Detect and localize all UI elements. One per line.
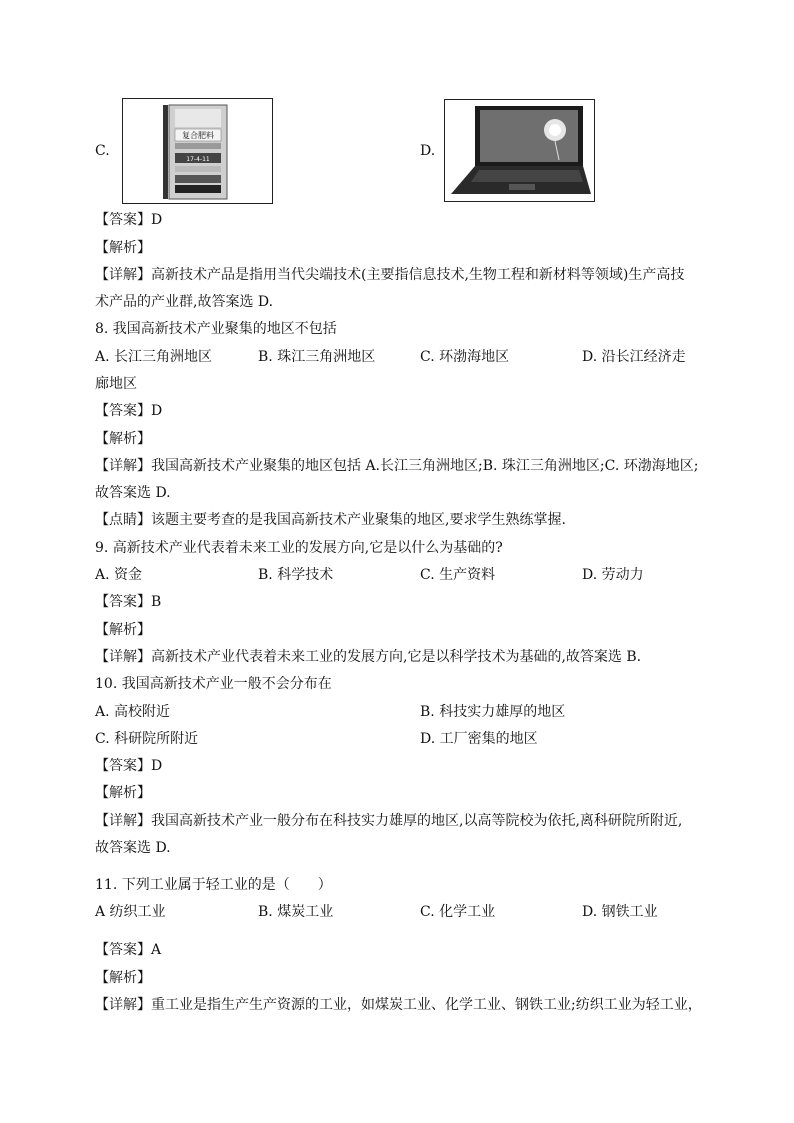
q7-answer: 【答案】D — [95, 212, 163, 228]
laptop-image — [444, 99, 595, 202]
q8-detail-line-2: 故答案选 D. — [95, 485, 171, 501]
q10-detail-line-1: 【详解】我国高新技术产业一般分布在科技实力雄厚的地区,以高等院校为依托,离科研院所附近, — [95, 813, 683, 829]
q10-answer: 【答案】D — [95, 758, 163, 774]
q8-analysis-label: 【解析】 — [95, 431, 151, 447]
q8-option-d: D. 沿长江经济走 — [582, 349, 686, 365]
q9-option-a: A. 资金 — [95, 567, 143, 583]
q11-detail-line-1: 【详解】重工业是指生产生产资源的工业，如煤炭工业、化学工业、钢铁工业;纺织工业为轻工业， — [95, 997, 702, 1013]
q8-stem: 8. 我国高新技术产业聚集的地区不包括 — [95, 321, 337, 337]
q9-analysis-label: 【解析】 — [95, 622, 151, 638]
q10-option-b: B. 科技实力雄厚的地区 — [420, 704, 566, 720]
q9-detail: 【详解】高新技术产业代表着未来工业的发展方向,它是以科学技术为基础的,故答案选 B. — [95, 649, 642, 665]
q10-option-d: D. 工厂密集的地区 — [420, 731, 538, 747]
q9-option-c: C. 生产资料 — [420, 567, 496, 583]
q11-answer: 【答案】A — [95, 942, 162, 958]
q8-comment: 【点睛】该题主要考查的是我国高新技术产业聚集的地区,要求学生熟练掌握. — [95, 512, 566, 528]
q11-option-b: B. 煤炭工业 — [258, 904, 334, 920]
bag-text-code: 17-4-11 — [186, 156, 210, 163]
q11-option-d: D. 钢铁工业 — [582, 904, 658, 920]
q9-stem: 9. 高新技术产业代表着未来工业的发展方向,它是以什么为基础的? — [95, 540, 503, 556]
q10-option-c: C. 科研院所附近 — [95, 731, 199, 747]
q10-stem: 10. 我国高新技术产业一般不会分布在 — [95, 676, 332, 692]
q9-option-b: B. 科学技术 — [258, 567, 334, 583]
q8-option-c: C. 环渤海地区 — [420, 349, 510, 365]
option-c-label: C. — [95, 143, 110, 159]
q10-analysis-label: 【解析】 — [95, 785, 151, 801]
bag-text-main: 复合肥料 — [182, 131, 214, 140]
q8-option-d-wrap: 廊地区 — [95, 376, 137, 392]
q9-option-d: D. 劳动力 — [582, 567, 644, 583]
option-d-label: D. — [420, 143, 436, 159]
q11-option-a: A 纺织工业 — [95, 904, 166, 920]
q11-stem: 11. 下列工业属于轻工业的是（ ） — [95, 877, 332, 893]
fertilizer-bag-image — [122, 98, 273, 204]
q8-option-a: A. 长江三角洲地区 — [95, 349, 213, 365]
q9-answer: 【答案】B — [95, 594, 162, 610]
laptop-drawing — [445, 100, 594, 201]
q10-detail-line-2: 故答案选 D. — [95, 840, 171, 856]
q11-option-c: C. 化学工业 — [420, 904, 496, 920]
q7-detail-line-2: 术产品的产业群,故答案选 D. — [95, 294, 274, 310]
q10-option-a: A. 高校附近 — [95, 704, 171, 720]
q11-analysis-label: 【解析】 — [95, 970, 151, 986]
fertilizer-bag-drawing — [123, 99, 272, 203]
q8-answer: 【答案】D — [95, 403, 163, 419]
q8-detail-line-1: 【详解】我国高新技术产业聚集的地区包括 A.长江三角洲地区;B. 珠江三角洲地区;C. 环渤海地区; — [95, 458, 699, 474]
q7-analysis-label: 【解析】 — [95, 240, 151, 256]
q7-detail-line-1: 【详解】高新技术产品是指用当代尖端技术(主要指信息技术,生物工程和新材料等领域)生产高技 — [95, 267, 685, 283]
q8-option-b: B. 珠江三角洲地区 — [258, 349, 376, 365]
